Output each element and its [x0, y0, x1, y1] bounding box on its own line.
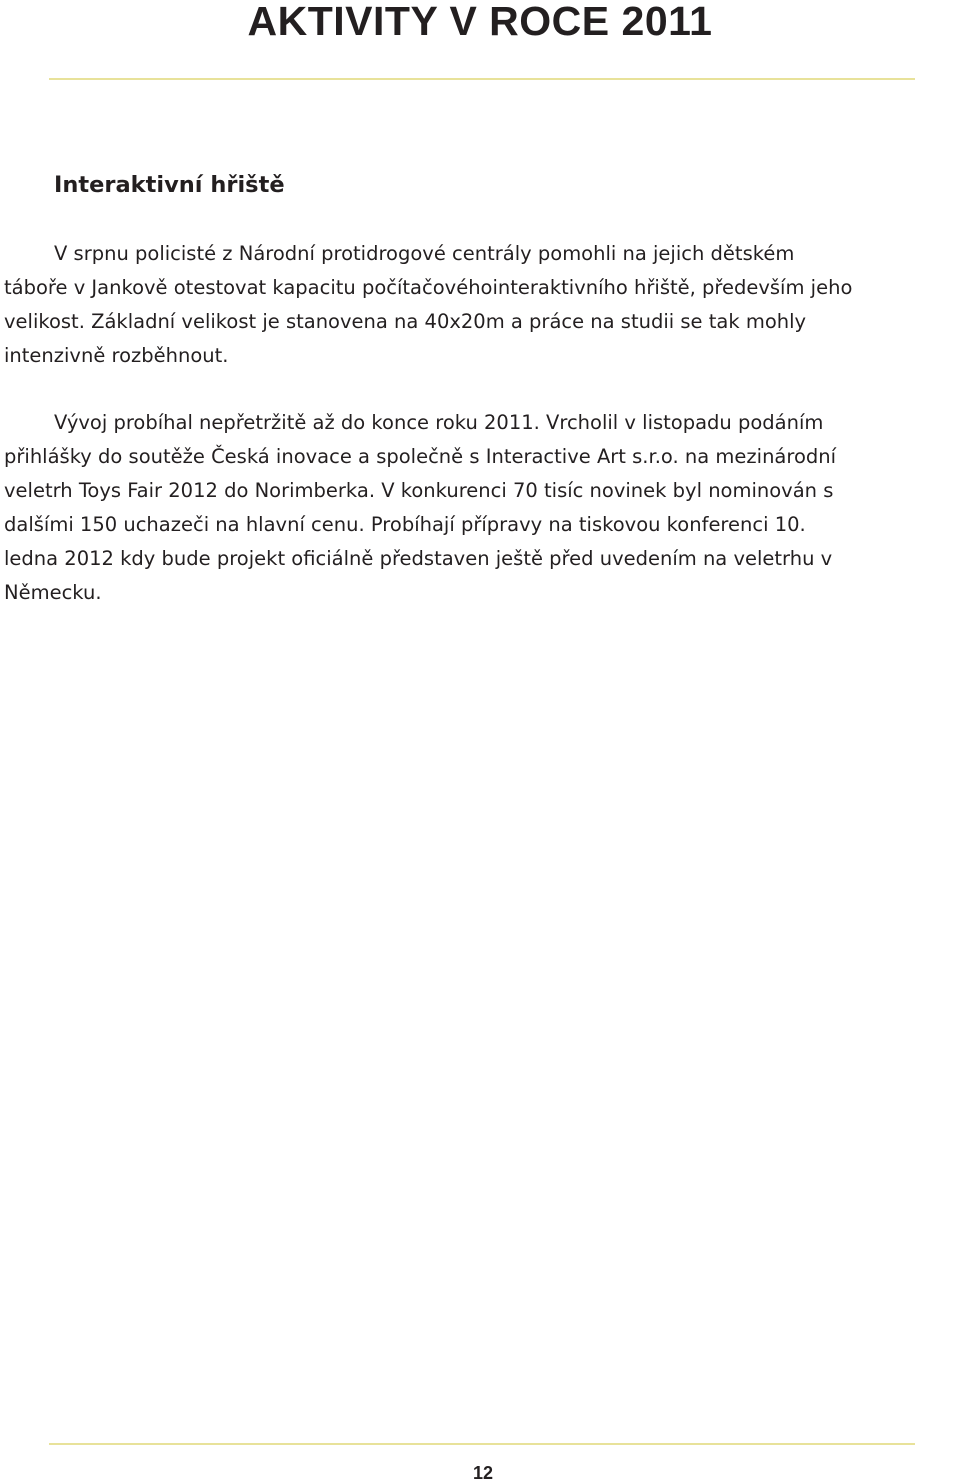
paragraph-2: [4, 406, 960, 610]
paragraph-line: veletrh Toys Fair 2012 do Norimberka. V konkurenci 70 tisíc novinek byl nominován s: [4, 479, 834, 502]
paragraph-line: V srpnu policisté z Národní protidrogové centrály pomohli na jejich dětském: [54, 242, 795, 265]
paragraph-line: intenzivně rozběhnout.: [4, 344, 229, 367]
paragraph-line: dalšími 150 uchazeči na hlavní cenu. Probíhají přípravy na tiskovou konferenci 10.: [4, 513, 806, 536]
section-heading: Interaktivní hřiště: [54, 172, 285, 198]
paragraph-line: táboře v Jankově otestovat kapacitu počítačovéhointeraktivního hřiště, především jeho: [4, 276, 853, 299]
paragraph-line: přihlášky do soutěže Česká inovace a společně s Interactive Art s.r.o. na mezinárodní: [4, 445, 837, 468]
paragraph-line: ledna 2012 kdy bude projekt oficiálně představen ještě před uvedením na veletrhu v: [4, 547, 833, 570]
page-title: AKTIVITY V ROCE 2011: [247, 0, 713, 44]
paragraph-line: Vývoj probíhal nepřetržitě až do konce roku 2011. Vrcholil v listopadu podáním: [54, 411, 824, 434]
top-divider: [49, 78, 915, 80]
paragraph-line: Německu.: [4, 581, 102, 604]
page-number: 12: [472, 1463, 494, 1483]
paragraph-line: velikost. Základní velikost je stanovena na 40x20m a práce na studii se tak mohly: [4, 310, 807, 333]
bottom-divider: [49, 1443, 915, 1445]
paragraph-1: [4, 237, 960, 373]
